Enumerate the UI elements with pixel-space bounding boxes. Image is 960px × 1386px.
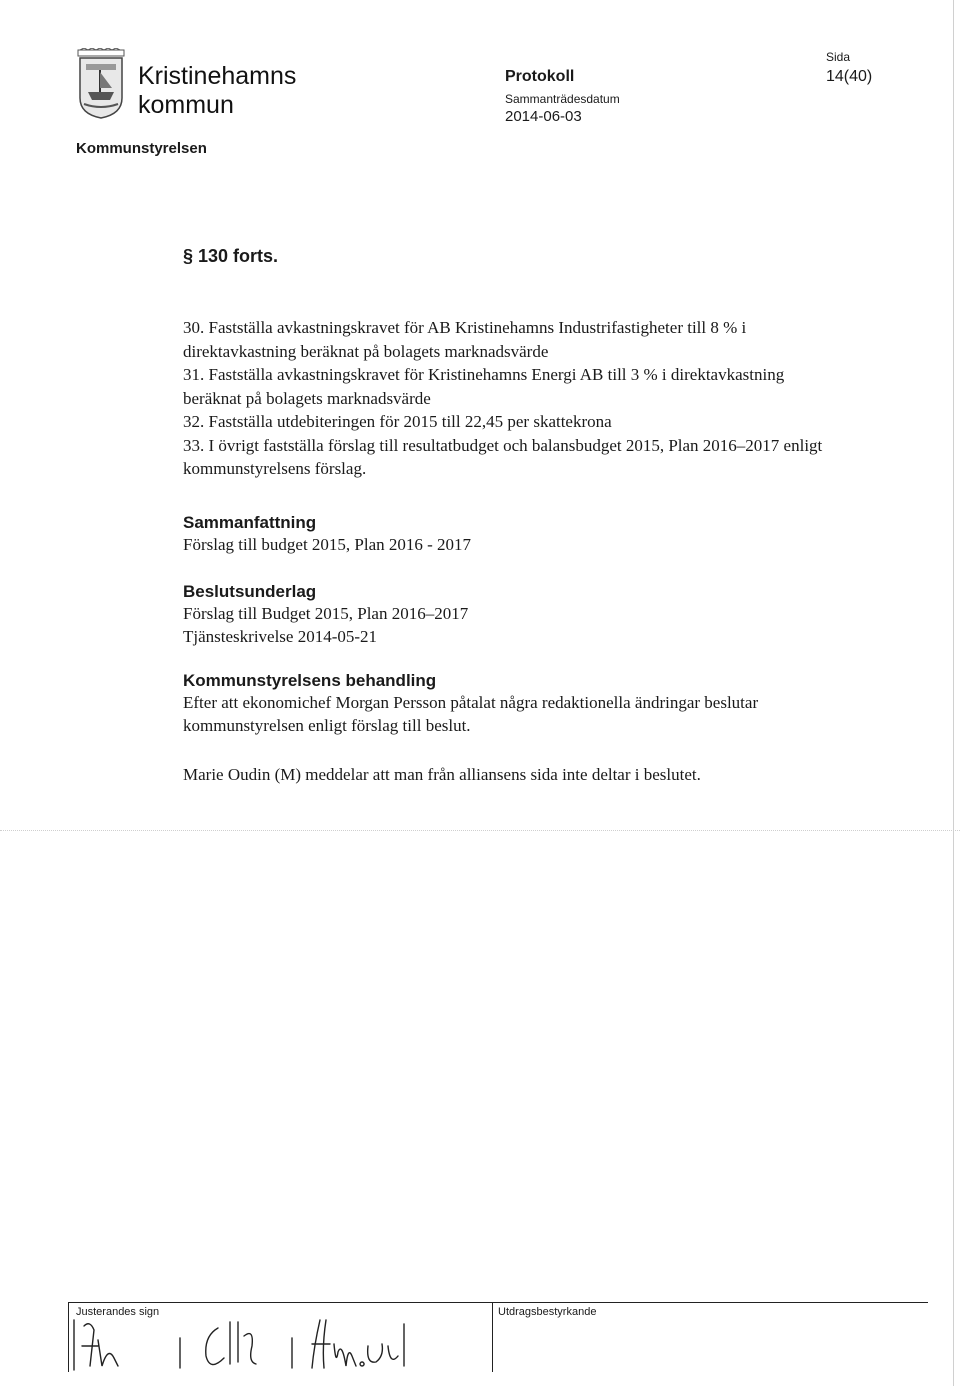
decision-item: 32. Fastställa utdebiteringen för 2015 till 22,45 per skattekrona xyxy=(183,412,612,431)
page-number: 14(40) xyxy=(826,68,873,85)
extract-certification-label: Utdragsbestyrkande xyxy=(498,1306,597,1318)
page-label: Sida xyxy=(826,50,851,64)
decision-basis-item: Tjänsteskrivelse 2014-05-21 xyxy=(183,627,378,646)
section-heading: § 130 forts. xyxy=(183,246,279,266)
handwritten-signatures xyxy=(68,1316,488,1372)
board-handling-heading: Kommunstyrelsens behandling xyxy=(183,671,437,690)
decision-basis-item: Förslag till Budget 2015, Plan 2016–2017 xyxy=(183,604,469,623)
summary-heading: Sammanfattning xyxy=(183,513,317,532)
meeting-date: 2014-06-03 xyxy=(505,108,582,125)
decision-basis-heading: Beslutsunderlag xyxy=(183,582,317,601)
municipal-coat-of-arms-icon xyxy=(76,48,126,120)
footer-rule xyxy=(68,1302,928,1303)
signature-footer xyxy=(68,1302,928,1372)
department-name: Kommunstyrelsen xyxy=(76,140,207,157)
decision-item: 30. Fastställa avkastningskravet för AB Kristinehamns Industrifastigheter till 8 % i direktavkastning beräknat på bolagets marknadsvärde xyxy=(183,318,747,361)
opposition-note: Marie Oudin (M) meddelar att man från alliansens sida inte deltar i beslutet. xyxy=(183,765,701,784)
organization-name-line1: Kristinehamns xyxy=(138,62,297,90)
board-handling-section xyxy=(183,671,823,737)
adjusters-sign-label: Justerandes sign xyxy=(76,1306,160,1318)
decision-list xyxy=(183,316,823,481)
meeting-date-label: Sammanträdesdatum xyxy=(505,92,620,106)
page-divider xyxy=(0,830,960,831)
scan-edge xyxy=(953,0,954,1386)
organization-name xyxy=(138,62,296,120)
organization-name-line2: kommun xyxy=(138,91,234,119)
document-type: Protokoll xyxy=(505,68,575,85)
decision-item: 31. Fastställa avkastningskravet för Kristinehamns Energi AB till 3 % i direktavkastning beräknat på bolagets marknadsvärde xyxy=(183,365,785,408)
decision-item: 33. I övrigt fastställa förslag till resultatbudget och balansbudget 2015, Plan 2016–2017 enligt kommunstyrelsens förslag. xyxy=(183,435,823,478)
board-handling-text: Efter att ekonomichef Morgan Persson påtalat några redaktionella ändringar beslutar kommunstyrelsen enligt förslag till beslut. xyxy=(183,693,759,735)
footer-divider xyxy=(492,1302,493,1372)
decision-basis-section xyxy=(183,582,823,648)
summary-section xyxy=(183,513,823,556)
summary-text: Förslag till budget 2015, Plan 2016 - 2017 xyxy=(183,535,472,554)
